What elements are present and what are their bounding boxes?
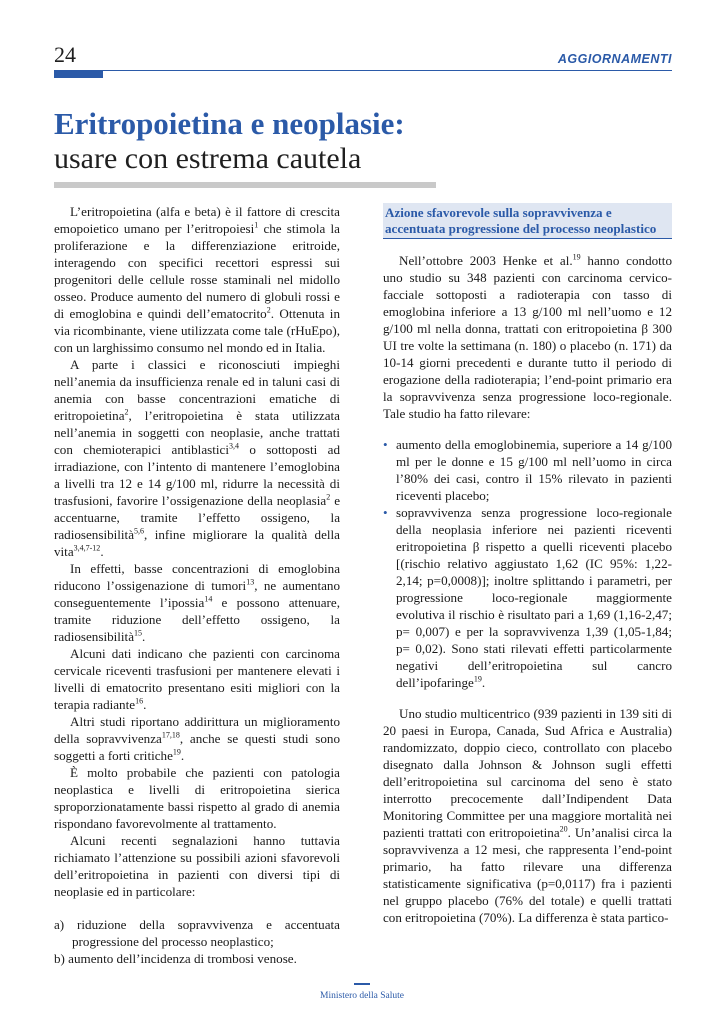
paragraph: A parte i classici e riconosciuti impieghi nell’anemia da insufficienza renale ed in taluni casi di anemia con basse concentrazioni ematiche di eritropoietina$^2$, l’eritropoietina è stata utilizzata nell’anemia in soggetti con neoplasie, anche trattati con chemioterapici antiblastici$^{3,4}$ o sottoposti ad irradiazione, con l’intento di mantenere l’emoglobina a livelli tra 12 e 14 g/100 ml, ridurre la necessità di trasfusioni, favorire l’ossigenazione della neoplasia$^2$ e accentuarne, tramite l’effetto ossigeno, la radiosensibilità$^{5,6}$, infine migliorare la qualità della vita$^{3,4,7-12}$.	[54, 357, 341, 559]
article-title: Eritropoietina e neoplasie:	[54, 106, 405, 141]
paragraph: In effetti, basse concentrazioni di emoglobina riducono l’ossigenazione di tumori$^{13}$, ne aumentano conseguentemente l’ipossia$^{14}$ e possono attenuare, tramite riduzione dell’effetto ossigeno, la radiosensibilità$^{15}$.	[54, 561, 340, 644]
paragraph: L’eritropoietina (alfa e beta) è il fattore di crescita emopoietico umano per l’eritropoiesi$^1$ che stimola la proliferazione e la differenziazione eritroide, interagendo con specifici recettori espressi sui progenitori delle cellule rosse staminali nel midollo osseo. Produce aumento del numero di globuli rossi e di emoglobina e quindi dell’ematocrito$^2$. Ottenuta in via ricombinante, viene utilizzata come tale (rHuEpo), con un larghissimo consumo nel mondo ed in Italia.	[54, 204, 340, 355]
header-rule	[54, 70, 672, 71]
article-subtitle: usare con estrema cautela	[54, 142, 362, 175]
bullet-list	[383, 436, 672, 691]
list-item: b) aumento dell’incidenza di trombosi venose.	[54, 951, 297, 966]
paragraph: Alcuni recenti segnalazioni hanno tuttavia richiamato l’attenzione su possibili azioni sfavorevoli dell’eritropoietina in pazienti con diversi tipi di neoplasie ed in particolare:	[54, 833, 340, 899]
section-heading: Azione sfavorevole sulla sopravvivenza e accentuata progressione del processo neoplastico	[383, 203, 672, 239]
left-column	[54, 203, 340, 967]
section-label: AGGIORNAMENTI	[557, 52, 672, 66]
paragraph: Uno studio multicentrico (939 pazienti in 139 siti di 20 paesi in Europa, Canada, Sud Africa e Australia) randomizzato, doppio cieco, controllato con placebo disegnato dalla Johnson & Johnson sugli effetti dell’eritropoietina sul carcinoma del seno è stato interrotto precocemente dall’Indipendent Data Monitoring Committee per una maggiore mortalità nei pazienti trattati con eritropoietina$^{20}$. Un’analisi circa la sopravvivenza a 12 mesi, che rappresenta l’end-point primario, ha fatto rilevare una differenza statisticamente significativa (p=0,0117) fra i pazienti nel gruppo placebo (76% del totale) e quelli trattati con eritropoietina (70%). La differenza è stata partico-	[383, 706, 672, 925]
page-number: 24	[54, 42, 76, 67]
lettered-list	[54, 916, 340, 967]
footer-publisher: Ministero della Salute	[320, 991, 404, 1001]
paragraph: Nell’ottobre 2003 Henke et al.$^{19}$ hanno condotto uno studio su 348 pazienti con carcinoma cervico-facciale sottoposti a radioterapia con tasso di emoglobina inferiore a 13 g/100 ml nell’uomo e 12 g/100 ml nella donna, trattati con eritropoietina β 300 UI tre volte la settimana (n. 180) o placebo (n. 171) da 10-14 giorni precedenti e durante tutto il periodo di erogazione della radioterapia; l’end-point primario era la sopravvivenza senza progressione loco-regionale. Tale studio ha fatto rilevare:	[383, 252, 672, 421]
paragraph: È molto probabile che pazienti con patologia neoplastica e livelli di eritropoietina sierica sproporzionatamente bassi rispetto al grado di anemia rispondano favorevolmente al trattamento.	[54, 765, 340, 831]
list-item: a) riduzione della sopravvivenza e accentuata progressione del processo neoplastico;	[54, 917, 340, 949]
list-item: • aumento della emoglobinemia, superiore a 14 g/100 ml per le donne e 15 g/100 ml nell’uomo in circa l’80% dei casi, contro il 15% rilevato in pazienti riceventi placebo;	[383, 436, 672, 504]
right-column	[383, 203, 672, 926]
list-item: • sopravvivenza senza progressione loco-regionale della neoplasia inferiore nei pazienti riceventi eritropoietina β rispetto a quelli riceventi placebo [(rischio relativo aggiustato 1,62 (IC 95%: 1,22-2,14; p=0,0008)]; inoltre splittando i parametri, per progressione loco-regionale maggiormente evolutiva il rischio è risultato pari a 1,69 (1,16-2,47; p= 0,007) e per la sopravvivenza 1,39 (1,05-1,84; p= 0,02). Sono stati rilevati effetti particolarmente negativi dell’eritropoietina sul cancro dell’ipofaringe$^{19}$.	[383, 504, 672, 691]
paragraph: Alcuni dati indicano che pazienti con carcinoma cervicale riceventi trasfusioni per mantenere elevati i livelli di ematocrito presentano esiti migliori con la terapia radiante$^{16}$.	[54, 646, 340, 712]
footer-ornament	[354, 983, 370, 985]
paragraph: Altri studi riportano addirittura un miglioramento della sopravvivenza$^{17,18}$, anche se questi studi sono soggetti a forti critiche$^{19}$.	[54, 714, 340, 763]
title-rule	[54, 182, 436, 188]
header-accent-block	[54, 70, 103, 78]
